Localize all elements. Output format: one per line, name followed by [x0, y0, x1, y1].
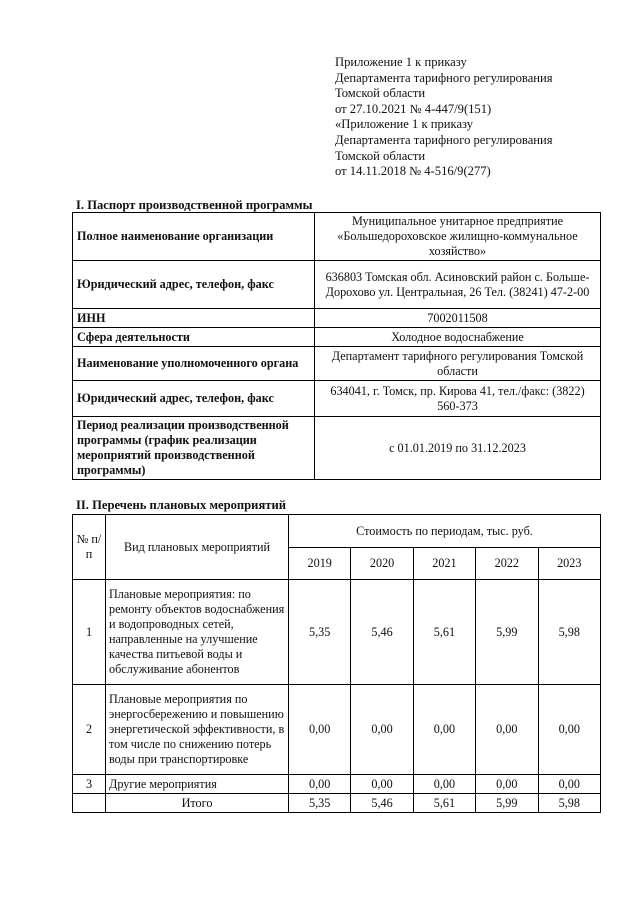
header-line: Департамента тарифного регулирования — [335, 132, 553, 147]
row-num: 1 — [73, 580, 106, 685]
table-row — [73, 309, 601, 328]
header-line: Департамента тарифного регулирования — [335, 70, 553, 85]
cost-cell: 0,00 — [289, 685, 351, 775]
row-label: Сфера деятельности — [73, 328, 315, 347]
table-row — [73, 417, 601, 480]
cost-cell: 0,00 — [351, 685, 413, 775]
cost-cell: 5,35 — [289, 580, 351, 685]
row-label: Юридический адрес, телефон, факс — [73, 261, 315, 309]
total-cell: 5,99 — [476, 794, 538, 813]
total-cell: 5,35 — [289, 794, 351, 813]
row-num: 3 — [73, 775, 106, 794]
cost-cell: 5,98 — [538, 580, 601, 685]
total-cell: 5,61 — [413, 794, 475, 813]
table-row — [73, 347, 601, 381]
col-num-header: № п/п — [73, 515, 106, 580]
year-header: 2020 — [351, 548, 413, 580]
row-value: 634041, г. Томск, пр. Кирова 41, тел./факс: (3822) 560-373 — [315, 381, 601, 417]
cost-cell: 5,99 — [476, 580, 538, 685]
total-cell: 5,46 — [351, 794, 413, 813]
row-label: Период реализации производственной программы (график реализации мероприятий производственной программы) — [73, 417, 315, 480]
row-num: 2 — [73, 685, 106, 775]
row-name: Плановые мероприятия: по ремонту объектов водоснабжения и водопроводных сетей, направленные на улучшение качества питьевой воды и обслуживание абонентов — [106, 580, 289, 685]
table-row — [73, 261, 601, 309]
table-row — [73, 328, 601, 347]
row-label: Юридический адрес, телефон, факс — [73, 381, 315, 417]
table-row — [73, 213, 601, 261]
header-line: Томской области — [335, 86, 426, 101]
row-label: ИНН — [73, 309, 315, 328]
cost-cell: 0,00 — [413, 685, 475, 775]
cost-cell: 0,00 — [351, 775, 413, 794]
plan-table — [72, 514, 601, 813]
header-line: Приложение 1 к приказу — [335, 55, 467, 69]
passport-title: I. Паспорт производственной программы — [76, 198, 313, 212]
table-row — [73, 580, 601, 685]
year-header: 2022 — [476, 548, 538, 580]
row-label: Наименование уполномоченного органа — [73, 347, 315, 381]
header-line: Томской области — [335, 148, 426, 163]
total-row — [73, 794, 601, 813]
year-header: 2021 — [413, 548, 475, 580]
cost-cell: 0,00 — [538, 775, 601, 794]
col-name-header: Вид плановых мероприятий — [106, 515, 289, 580]
table-header-row — [73, 515, 601, 548]
header-line: «Приложение 1 к приказу — [335, 117, 474, 132]
row-num-empty — [73, 794, 106, 813]
table-row — [73, 685, 601, 775]
row-value: с 01.01.2019 по 31.12.2023 — [315, 417, 601, 480]
header-line: от 27.10.2021 № 4-447/9(151) — [335, 101, 492, 116]
row-name: Другие мероприятия — [106, 775, 289, 794]
year-header: 2023 — [538, 548, 601, 580]
cost-cell: 0,00 — [476, 685, 538, 775]
row-value: Муниципальное унитарное предприятие «Большедороховское жилищно-коммунальное хозяйство» — [315, 213, 601, 261]
cost-cell: 0,00 — [538, 685, 601, 775]
row-value: 636803 Томская обл. Асиновский район с. Больше-Дорохово ул. Центральная, 26 Тел. (38241) 47-2-00 — [315, 261, 601, 309]
row-value: 7002011508 — [315, 309, 601, 328]
plan-title: II. Перечень плановых мероприятий — [76, 498, 286, 512]
row-label: Полное наименование организации — [73, 213, 315, 261]
total-cell: 5,98 — [538, 794, 601, 813]
row-value: Департамент тарифного регулирования Томской области — [315, 347, 601, 381]
cost-cell: 0,00 — [289, 775, 351, 794]
row-value: Холодное водоснабжение — [315, 328, 601, 347]
header-line: от 14.11.2018 № 4-516/9(277) — [335, 164, 491, 179]
passport-table — [72, 212, 601, 480]
cost-cell: 0,00 — [413, 775, 475, 794]
header-reference — [335, 55, 625, 180]
row-name: Плановые мероприятия по энергосбережению и повышению энергетической эффективности, в том числе по снижению потерь воды при транспортировке — [106, 685, 289, 775]
total-label: Итого — [106, 794, 289, 813]
cost-cell: 5,61 — [413, 580, 475, 685]
col-cost-header: Стоимость по периодам, тыс. руб. — [289, 515, 601, 548]
table-row — [73, 775, 601, 794]
table-row — [73, 381, 601, 417]
year-header: 2019 — [289, 548, 351, 580]
cost-cell: 5,46 — [351, 580, 413, 685]
cost-cell: 0,00 — [476, 775, 538, 794]
